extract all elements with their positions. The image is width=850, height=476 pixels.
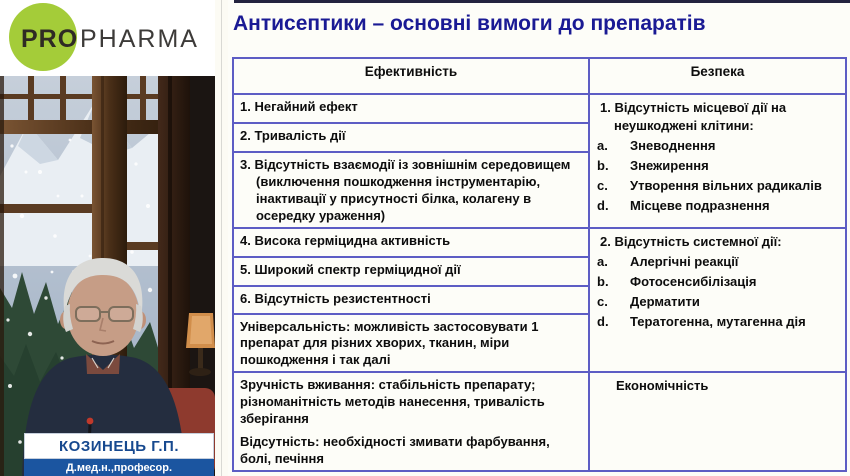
microphone-tip	[87, 418, 94, 425]
table-cell-universality: Універсальність: можливість застосовувати 1 препарат для різних хворих, тканин, міри пошкодження і так далі	[233, 314, 589, 373]
logo-text-pharma: PHARMA	[80, 25, 199, 53]
column-header-effectiveness: Ефективність	[233, 58, 589, 94]
presenter-title: Д.мед.н.,професор.	[24, 459, 214, 476]
item-letter: c.	[597, 294, 608, 310]
presenter-name: КОЗИНЕЦЬ Г.П.	[24, 433, 214, 459]
presenter-video-panel	[0, 0, 215, 476]
table-cell-germicidal-spectrum: 5. Широкий спектр герміцидної дії	[233, 257, 589, 286]
winter-window-scene	[0, 76, 215, 476]
item-letter: b.	[597, 274, 609, 290]
item-text: Фотосенсибілізація	[630, 274, 757, 290]
item-text: Утворення вільних радикалів	[630, 178, 822, 194]
table-cell-systemic-action	[589, 228, 846, 373]
safety-intro-1: 1. Відсутність місцевої дії на неушкоджені клітини:	[600, 100, 787, 133]
table-cell-local-action	[589, 94, 846, 228]
table-cell-convenience	[233, 372, 589, 470]
table-cell-germicidal-activity: 4. Висока герміцидна активність	[233, 228, 589, 257]
table-cell-economy: Економічність	[589, 372, 846, 470]
safety-item	[594, 292, 841, 312]
item-text: Тератогенна, мутагенна дія	[630, 314, 806, 330]
absence-paragraph: Відсутність: необхідності змивати фарбування, болі, печіння	[240, 433, 550, 466]
safety-item	[594, 196, 841, 216]
table-cell-no-resistance: 6. Відсутність резистентності	[233, 286, 589, 314]
item-letter: b.	[597, 158, 609, 174]
item-letter: a.	[597, 138, 608, 154]
table-cell-immediate-effect: 1. Негайний ефект	[233, 94, 589, 123]
item-text: Дерматити	[630, 294, 700, 310]
presenter-video	[0, 76, 215, 476]
column-header-safety: Безпека	[589, 58, 846, 94]
safety-item	[594, 136, 841, 156]
slide-panel	[228, 0, 850, 476]
convenience-paragraph: Зручність вживання: стабільність препарату; різноманітність методів нанесення, тривалість зберігання	[240, 377, 545, 427]
item-text: Місцеве подразнення	[630, 198, 770, 214]
safety-item	[594, 252, 841, 272]
item-text: Знежирення	[630, 158, 709, 174]
safety-item	[594, 312, 841, 332]
table-cell-duration: 2. Тривалість дії	[233, 123, 589, 152]
item-text: Зневоднення	[630, 138, 716, 154]
propharma-logo	[0, 0, 215, 76]
item-letter: c.	[597, 178, 608, 194]
panel-separator	[221, 0, 222, 476]
slide-top-bar	[234, 0, 850, 3]
item-letter: a.	[597, 254, 608, 270]
item-text: Алергічні реакції	[630, 254, 739, 270]
presenter-name-badge	[24, 433, 214, 476]
logo-text-pro: PRO	[21, 25, 79, 53]
safety-intro-2: 2. Відсутність системної дії:	[600, 233, 782, 249]
item-letter: d.	[597, 314, 609, 330]
requirements-table	[232, 57, 847, 472]
table-cell-no-environment-interaction: 3. Відсутність взаємодії із зовнішнім середовищем (виключення пошкодження інструментарію, інактивації у присутності білка, колагену в осередку ураження)	[233, 152, 589, 228]
safety-item	[594, 156, 841, 176]
safety-item	[594, 176, 841, 196]
item-letter: d.	[597, 198, 609, 214]
slide-title: Антисептики – основні вимоги до препаратів	[233, 12, 706, 35]
safety-item	[594, 272, 841, 292]
